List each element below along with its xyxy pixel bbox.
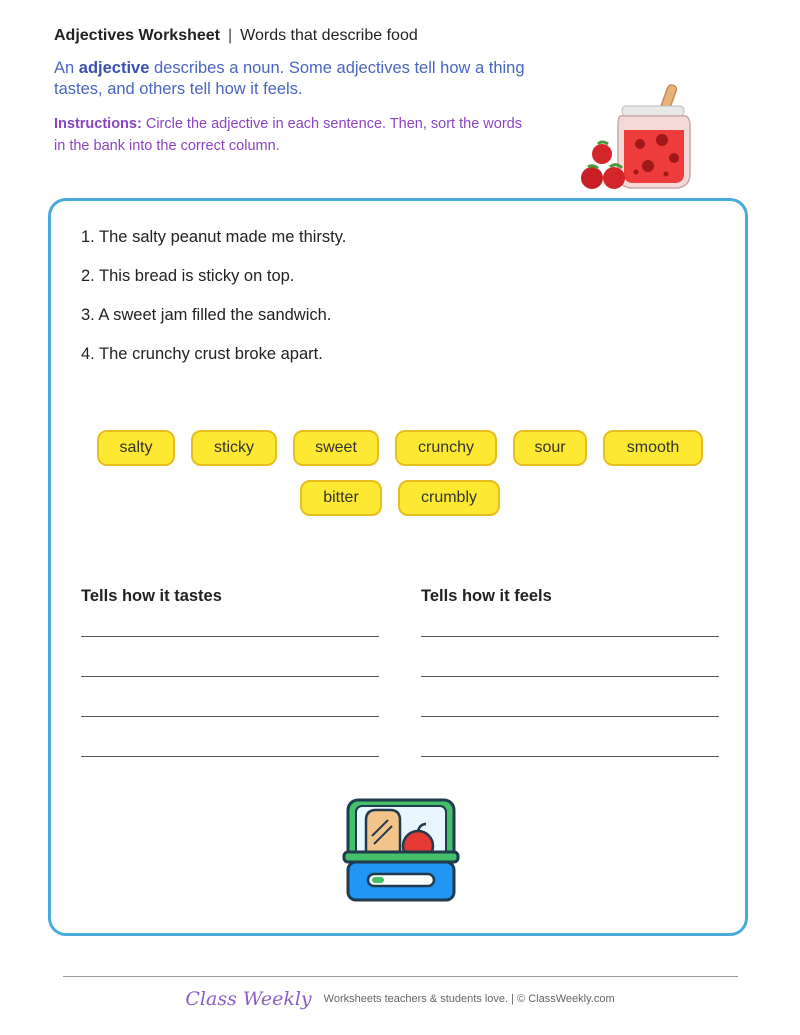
intro-keyword: adjective — [78, 59, 150, 77]
answer-line[interactable] — [81, 716, 379, 717]
sentence-2[interactable]: 2. This bread is sticky on top. — [81, 267, 295, 285]
answer-line[interactable] — [81, 636, 379, 637]
word-chip-sweet[interactable]: sweet — [293, 430, 379, 466]
word-bank-row-1 — [0, 430, 800, 466]
answer-line[interactable] — [81, 676, 379, 677]
answer-line[interactable] — [421, 716, 719, 717]
column-tastes-lines — [81, 636, 379, 757]
instructions — [54, 113, 534, 157]
word-chip-sticky[interactable]: sticky — [191, 430, 277, 466]
intro-body: describes a noun. Some adjectives tell how a thing tastes, and others tell how it feels. — [54, 59, 525, 98]
footer — [0, 988, 800, 1010]
word-chip-smooth[interactable]: smooth — [603, 430, 703, 466]
word-chip-crunchy[interactable]: crunchy — [395, 430, 497, 466]
column-feels-lines — [421, 636, 719, 757]
sentence-3[interactable]: 3. A sweet jam filled the sandwich. — [81, 306, 332, 324]
brand-logo: Class Weekly — [185, 988, 312, 1010]
column-feels — [421, 587, 719, 757]
column-tastes-heading: Tells how it tastes — [81, 587, 222, 605]
worksheet-subtitle: Words that describe food — [240, 27, 418, 44]
word-chip-salty[interactable]: salty — [97, 430, 175, 466]
word-bank — [0, 430, 800, 530]
worksheet-header — [54, 27, 418, 45]
instructions-label: Instructions: — [54, 116, 142, 132]
answer-line[interactable] — [421, 756, 719, 757]
worksheet-title: Adjectives Worksheet — [54, 27, 220, 44]
jam-jar-icon — [578, 82, 698, 194]
header-separator: | — [228, 27, 233, 44]
word-bank-row-2 — [0, 480, 800, 516]
word-chip-sour[interactable]: sour — [513, 430, 587, 466]
sentence-4[interactable]: 4. The crunchy crust broke apart. — [81, 345, 323, 363]
column-tastes — [81, 587, 379, 757]
intro-prefix: An — [54, 59, 79, 77]
intro-text — [54, 58, 574, 100]
sentence-list — [81, 226, 346, 382]
answer-line[interactable] — [421, 636, 719, 637]
lunchbox-icon — [342, 796, 460, 904]
answer-line[interactable] — [421, 676, 719, 677]
footer-tagline: Worksheets teachers & students love. | © ClassWeekly.com — [323, 993, 615, 1005]
column-feels-heading: Tells how it feels — [421, 587, 552, 605]
sentence-1[interactable]: 1. The salty peanut made me thirsty. — [81, 228, 347, 246]
word-chip-bitter[interactable]: bitter — [300, 480, 382, 516]
answer-line[interactable] — [81, 756, 379, 757]
instructions-body: Circle the adjective in each sentence. Then, sort the words in the bank into the correct column. — [54, 116, 522, 154]
footer-divider — [63, 976, 738, 977]
word-chip-crumbly[interactable]: crumbly — [398, 480, 500, 516]
